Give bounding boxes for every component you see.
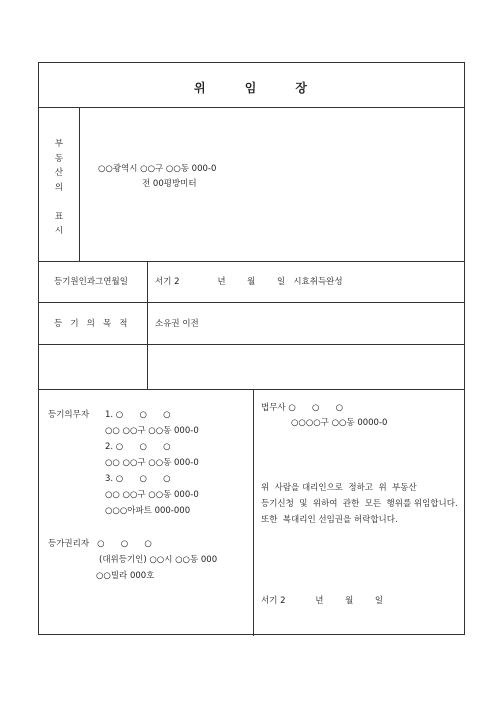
property-label-char: 시 xyxy=(54,226,64,236)
obligor-line: ○○ ○○구 ○○동 000-0 xyxy=(105,458,199,468)
rule-property-bottom xyxy=(39,261,464,262)
obligor-line: 1. ○ ○ ○ xyxy=(105,410,171,420)
property-label-char: 산 xyxy=(54,168,64,178)
cause-label: 등기원인과그연월일 xyxy=(54,277,128,287)
rule-purpose-bottom xyxy=(39,344,464,345)
property-label xyxy=(53,137,65,239)
purpose-label: 등 기 의 목 적 xyxy=(54,319,128,329)
document-title: 위 임 장 xyxy=(194,81,309,95)
signing-date: 서기 2 년 월 일 xyxy=(261,596,384,606)
right-holder-line: (대위등기인) ○○시 ○○동 000 xyxy=(99,555,218,565)
rule-title-bottom xyxy=(39,107,464,108)
property-label-char: 동 xyxy=(54,153,64,164)
obligor-label: 등기의무자 xyxy=(48,410,90,420)
right-holder-line: ○○빌라 000호 xyxy=(96,571,155,581)
obligor-line: 2. ○ ○ ○ xyxy=(105,442,171,452)
property-label-char: 의 xyxy=(54,182,64,193)
cause-value: 서기 2 년 월 일 시효취득완성 xyxy=(155,277,343,287)
purpose-value: 소유권 이전 xyxy=(155,319,199,329)
right-holder-label: 등가권리자 ○ ○ ○ xyxy=(48,539,152,549)
rule-bottom-column-divider xyxy=(253,389,254,636)
delegation-statement: 등기신청 및 위하여 관한 모든 행위를 위임합니다. xyxy=(261,499,458,509)
rule-label-column-divider xyxy=(147,261,148,389)
obligor-line: ○○○아파트 000-000 xyxy=(105,506,191,516)
power-of-attorney-form xyxy=(38,62,465,635)
property-label-char: 표 xyxy=(54,211,64,222)
delegation-statement: 위 사람을 대리인으로 정하고 위 부동산 xyxy=(261,483,417,493)
rule-empty-bottom xyxy=(39,389,464,390)
property-area: 전 00평방미터 xyxy=(142,179,197,189)
agent-name: 법무사 ○ ○ ○ xyxy=(261,403,344,413)
obligor-line: 3. ○ ○ ○ xyxy=(105,474,171,484)
delegation-statement: 또한 복대리인 선임권을 허락합니다. xyxy=(261,515,398,525)
property-address: ○○광역시 ○○구 ○○동 000-0 xyxy=(98,164,217,174)
property-label-char xyxy=(53,195,65,210)
obligor-line: ○○ ○○구 ○○동 000-0 xyxy=(105,426,199,436)
property-label-char: 부 xyxy=(54,139,64,149)
obligor-line: ○○ ○○구 ○○동 000-0 xyxy=(105,490,199,500)
rule-property-label-divider xyxy=(79,107,80,261)
rule-cause-bottom xyxy=(39,302,464,303)
agent-address: ○○○○구 ○○동 0000-0 xyxy=(291,418,388,428)
